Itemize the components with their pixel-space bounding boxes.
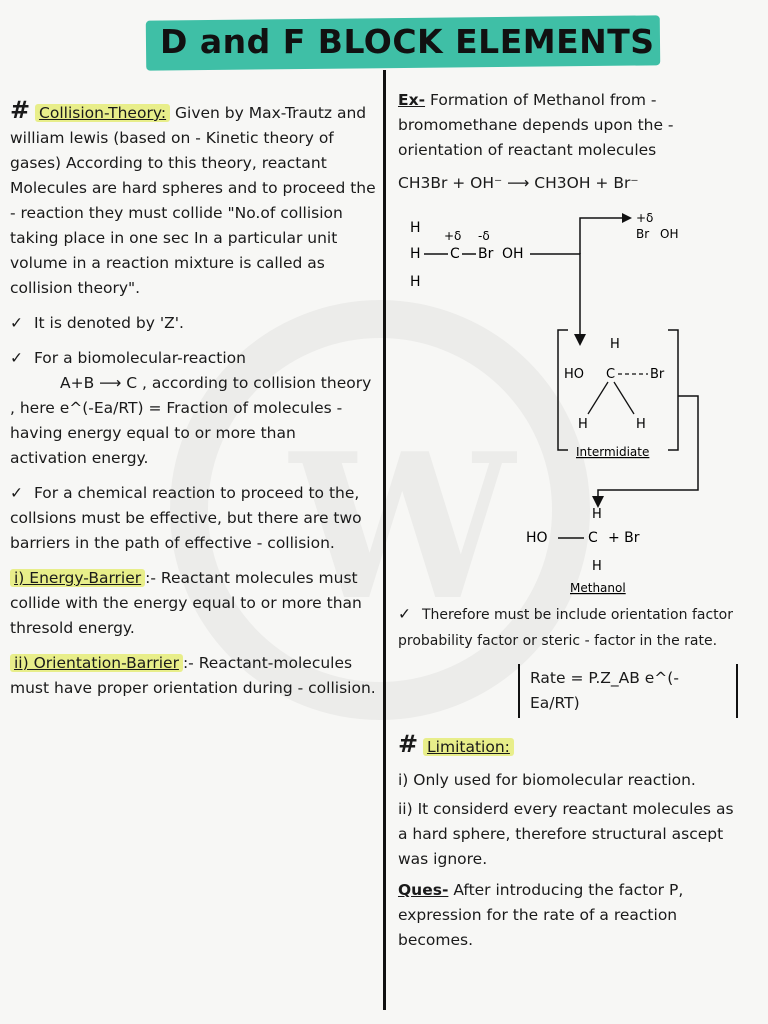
bond-line	[588, 382, 608, 414]
collision-theory-heading: Collision-Theory:	[35, 104, 170, 122]
orientation-barrier-label: ii) Orientation-Barrier	[10, 654, 183, 672]
intermediate-bromine: Br	[650, 367, 665, 382]
reactant-hydroxide: OH	[502, 246, 524, 262]
reactant-h2: H	[410, 246, 421, 262]
equation-line: CH3Br + OH⁻ ⟶ CH3OH + Br⁻	[398, 174, 639, 192]
check-icon: ✓	[10, 349, 23, 367]
methanol-label: Methanol	[570, 581, 626, 595]
intermediate-carbon: C	[606, 367, 616, 382]
page-title: D and F BLOCK ELEMENTS	[160, 22, 655, 61]
product-h-top: H	[592, 507, 602, 522]
product-bromide: + Br	[608, 530, 640, 546]
fraction-line: , here e^(-Ea/RT) = Fraction of molecules - having energy equal to or more than activation energy.	[10, 399, 343, 467]
check-icon: ✓	[398, 605, 411, 623]
chemical-reaction-line	[10, 481, 376, 556]
reactant-h1: H	[410, 220, 421, 236]
check-icon: ✓	[10, 484, 23, 502]
limitation-item-2: ii) It considerd every reactant molecules as a hard sphere, therefore structural ascept was ignore.	[398, 800, 734, 868]
therefore-text: Therefore must be include orientation factor probability factor or steric - factor in the rate.	[398, 607, 733, 649]
question-label: Ques-	[398, 881, 449, 899]
denoted-line	[10, 311, 376, 336]
example-text: Formation of Methanol from - bromomethane depends upon the - orientation of reactant molecules	[398, 91, 674, 159]
intermediate-h-left: H	[578, 417, 588, 432]
product-carbon: C	[588, 530, 598, 546]
arrow-head-icon	[622, 213, 632, 223]
bracket-left	[558, 330, 568, 450]
question-line	[398, 878, 738, 953]
intermediate-hydroxide: HO	[564, 367, 585, 382]
small-structure-top: +δ	[636, 211, 654, 225]
arrow-head-icon	[574, 334, 586, 346]
product-h-bottom: H	[592, 559, 602, 574]
example-label: Ex-	[398, 91, 426, 109]
rate-expression: Rate = P.Z_AB e^(-Ea/RT)	[530, 669, 679, 712]
intermediate-h-right: H	[636, 417, 646, 432]
bracket-right	[668, 330, 678, 450]
energy-barrier-label: i) Energy-Barrier	[10, 569, 145, 587]
chemical-reaction-text: For a chemical reaction to proceed to the, collsions must be effective, but there are two barriers in the path of effective - collision.	[10, 484, 362, 552]
right-column-top	[398, 88, 738, 196]
hash-icon: #	[10, 96, 31, 124]
right-column-bottom	[398, 602, 738, 953]
collision-theory-section	[10, 98, 376, 301]
rate-expression-box	[518, 664, 738, 718]
reactant-carbon: C	[450, 246, 460, 262]
bimolecular-line	[10, 346, 376, 371]
orientation-barrier-line	[10, 651, 376, 701]
limitation-heading: Limitation:	[423, 738, 514, 756]
delta-minus: -δ	[478, 229, 490, 243]
check-icon: ✓	[10, 314, 23, 332]
bimolecular-text: For a biomolecular-reaction	[33, 349, 246, 367]
pathway-arrow	[580, 218, 626, 254]
limitation-section	[398, 732, 738, 760]
delta-plus: +δ	[444, 229, 462, 243]
example-line	[398, 88, 738, 163]
collision-theory-intro: Given by Max-Trautz and william lewis (based on - Kinetic theory of gases) According to this theory, reactant Molecules are hard spheres and to proceed the - reaction they must collide "No.of collision taking place in one sec In a particular unit volume in a reaction mixture is called as collision theory".	[10, 104, 376, 297]
left-column	[10, 98, 376, 701]
energy-barrier-line	[10, 566, 376, 641]
reactant-bromine: Br	[478, 246, 494, 262]
intermediate-h-top: H	[610, 337, 620, 352]
small-structure-mid: Br	[636, 227, 650, 241]
question-text: After introducing the factor P, expression for the rate of a reaction becomes.	[398, 881, 684, 949]
reaction-line: A+B ⟶ C , according to collision theory	[60, 374, 372, 392]
intermediate-label: Intermidiate	[576, 445, 650, 459]
bond-line	[614, 382, 634, 414]
orientation-barrier-text: :- Reactant-molecules must have proper orientation during - collision.	[10, 654, 376, 697]
reactant-h3: H	[410, 274, 421, 290]
energy-barrier-text: :- Reactant molecules must collide with the energy equal to or more than thresold energy.	[10, 569, 362, 637]
pathway-arrow	[530, 254, 580, 340]
hash-icon: #	[398, 730, 419, 758]
column-divider	[383, 70, 386, 1010]
small-structure-oh: OH	[660, 227, 679, 241]
therefore-line	[398, 602, 738, 654]
product-hydroxide: HO	[526, 530, 548, 546]
denoted-text: It is denoted by 'Z'.	[33, 314, 184, 332]
limitation-item-1: i) Only used for biomolecular reaction.	[398, 771, 696, 789]
mechanism-diagram	[398, 200, 738, 610]
